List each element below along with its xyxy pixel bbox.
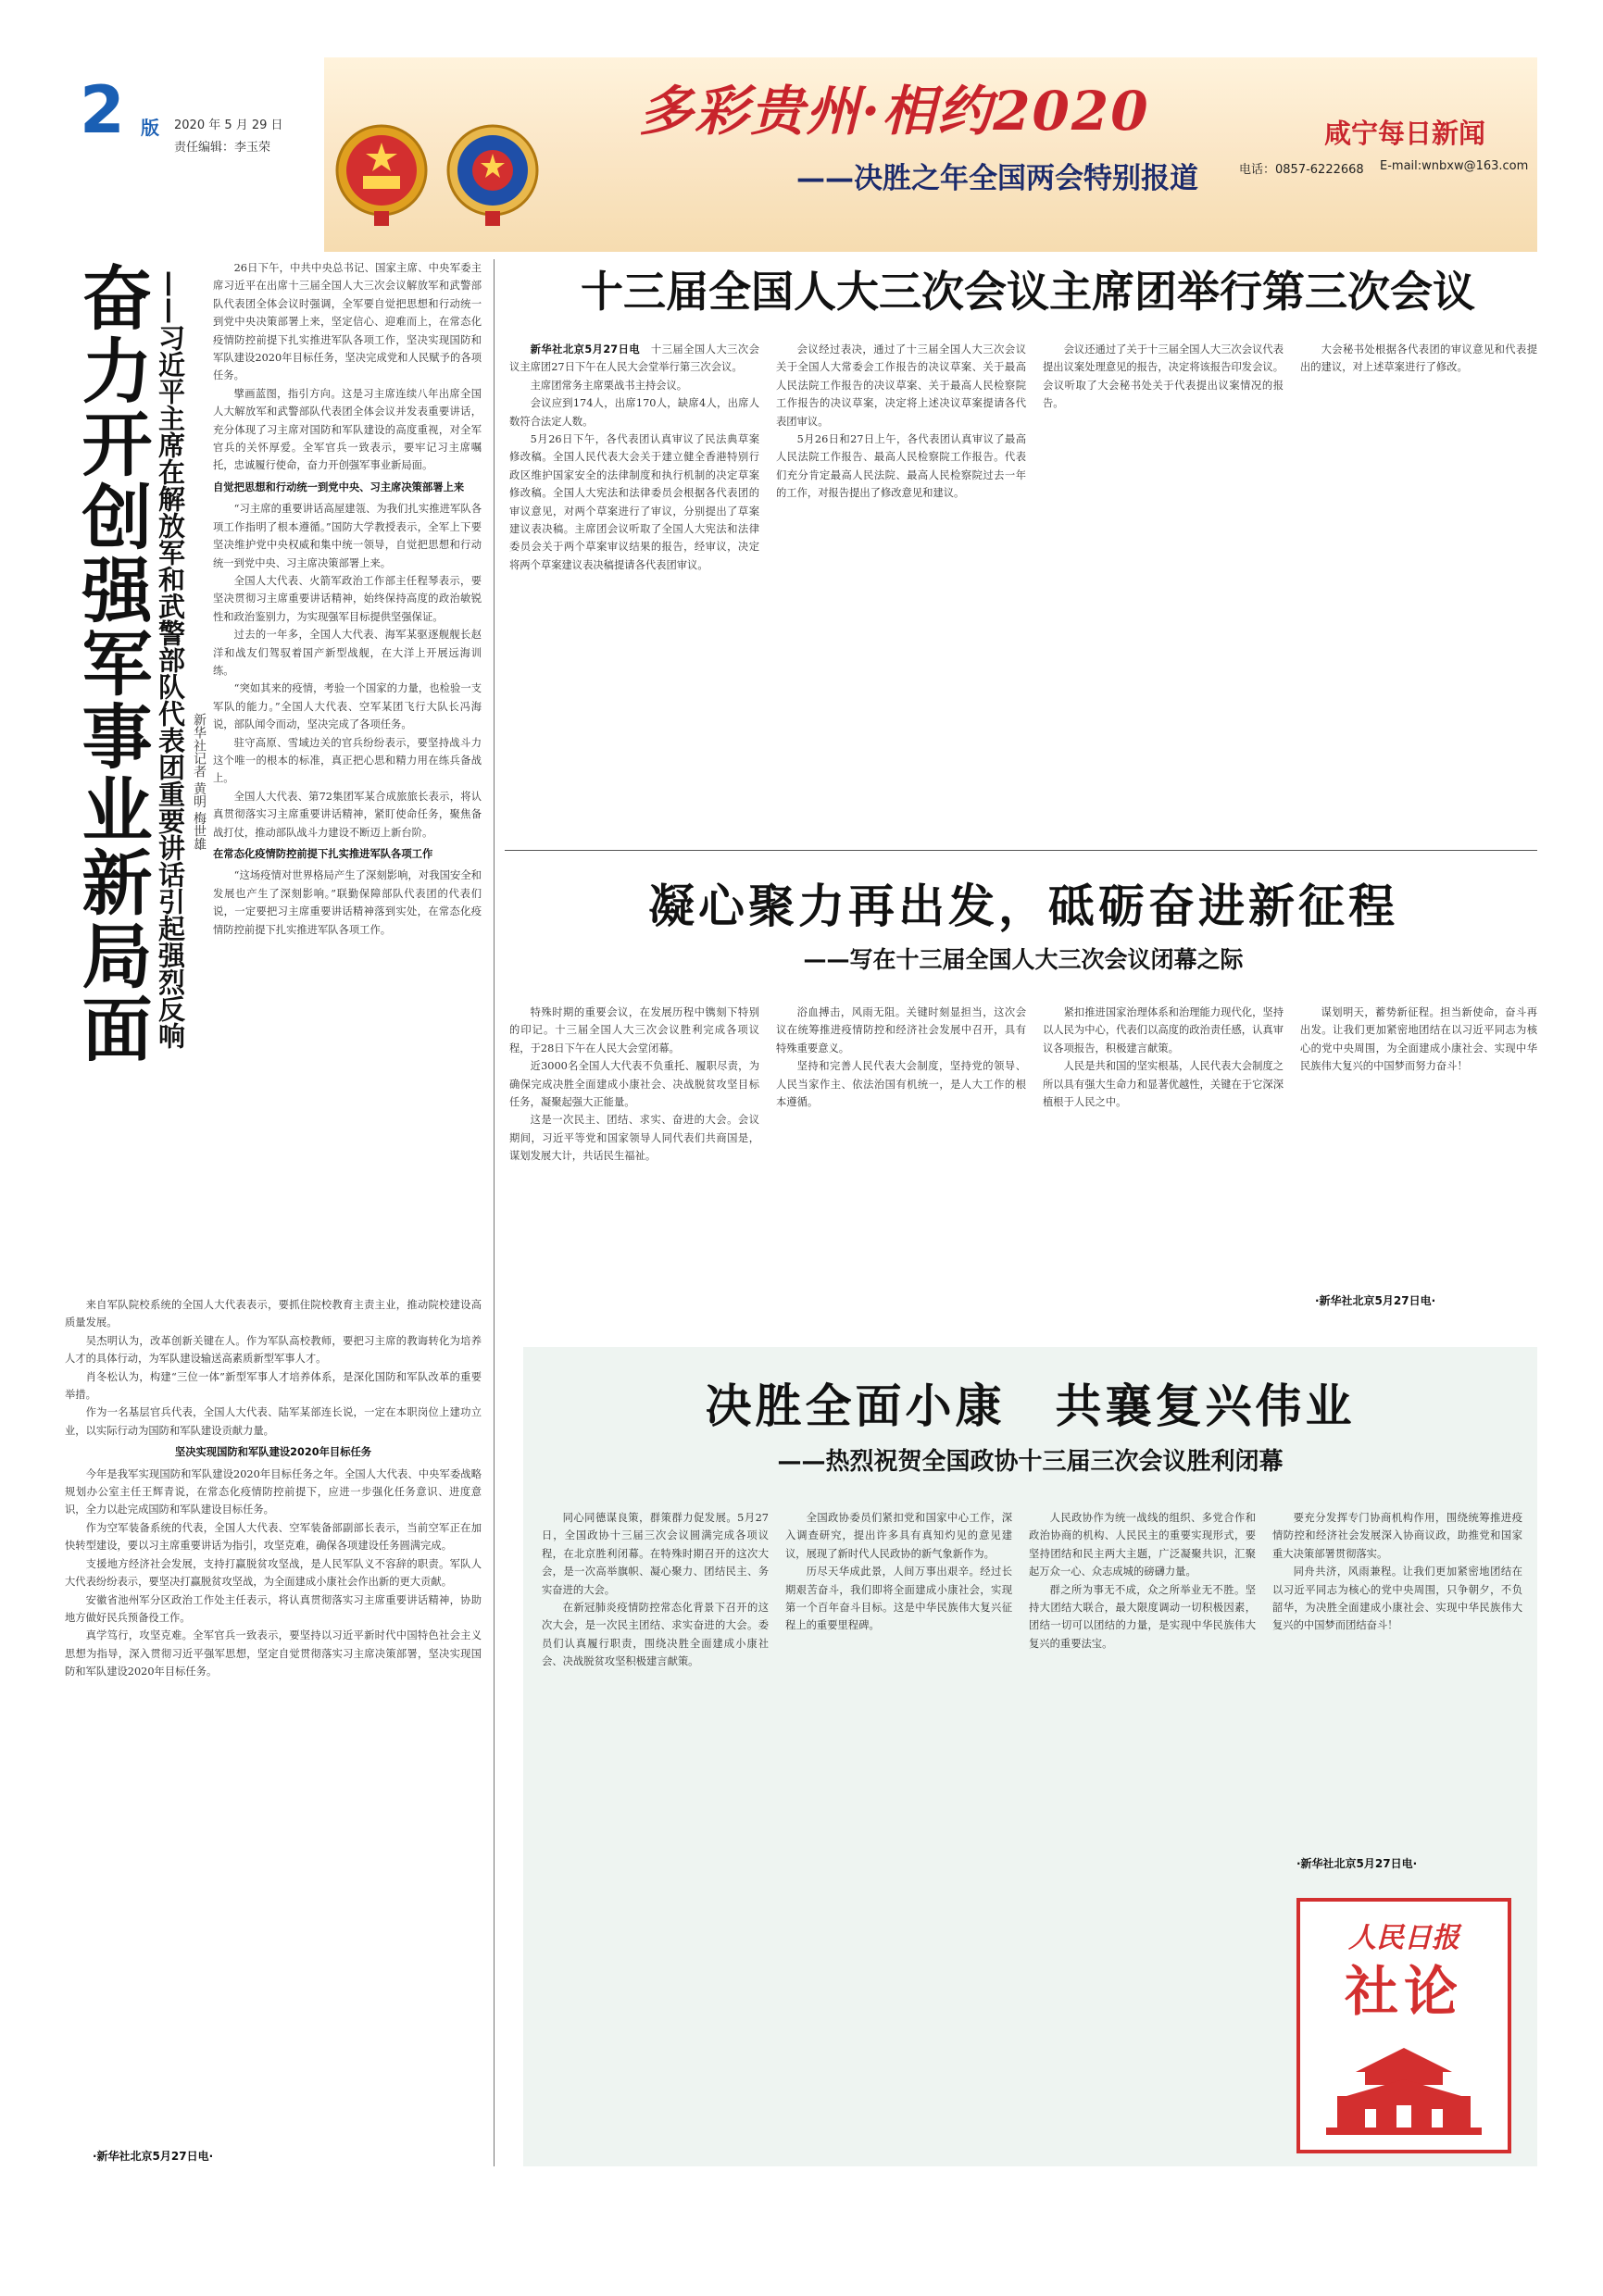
article1-paragraph: 今年是我军实现国防和军队建设2020年目标任务之年。全国人大代表、中央军委战略规划办公室主任王辉青说，在常态化疫情防控前提下，应进一步强化任务意识、进度意识，全力以赴完成国防和军队建设目标任务。 bbox=[65, 1467, 482, 1516]
article3-signature: ·新华社北京5月27日电· bbox=[1315, 1294, 1436, 1307]
article4-paragraph: 要充分发挥专门协商机构作用，围绕统筹推进疫情防控和经济社会发展深入协商议政，助推党和国家重大决策部署贯彻落实。 bbox=[1272, 1512, 1522, 1560]
article1-paragraph: 安徽省池州军分区政治工作处主任表示，将认真贯彻落实习主席重要讲话精神，协助地方做好民兵预备役工作。 bbox=[65, 1593, 482, 1624]
article1-column-upper bbox=[213, 259, 482, 1294]
article1-paragraph: 26日下午，中共中央总书记、国家主席、中央军委主席习近平在出席十三届全国人大三次会议解放军和武警部队代表团全体会议时强调，全军要自觉把思想和行动统一到党中央决策部署上来，坚定信心、迎难而上，在常态化疫情防控前提下扎实推进军队各项工作，坚决实现国防和军队建设2020年目标任务，坚决完成党和人民赋予的各项任务。 bbox=[213, 262, 482, 382]
article3-paragraph: 浴血搏击，风雨无阻。关键时刻显担当，这次会议在统筹推进疫情防控和经济社会发展中召开，具有特殊重要意义。 bbox=[776, 1006, 1026, 1054]
page-unit: 版 bbox=[141, 117, 159, 139]
article3-paragraph: 紧扣推进国家治理体系和治理能力现代化，坚持以人民为中心，代表们以高度的政治责任感，认真审议各项报告，积极建言献策。 bbox=[1043, 1006, 1284, 1054]
article3-paragraph: 近3000名全国人大代表不负重托、履职尽责，为确保完成决胜全面建成小康社会、决战脱贫攻坚目标任务，凝聚起强大正能量。 bbox=[509, 1060, 759, 1109]
article3-paragraph: 人民是共和国的坚实根基，人民代表大会制度之所以具有强大生命力和显著优越性，关键在于它深深植根于人民之中。 bbox=[1043, 1060, 1284, 1109]
paper-name: 咸宁每日新闻 bbox=[1324, 118, 1486, 149]
contact-email: E-mail:wnbxw@163.com bbox=[1380, 159, 1529, 173]
article2-column-3 bbox=[1043, 341, 1284, 831]
stamp-editorial-label: 社论 bbox=[1344, 1960, 1463, 2023]
article1-byline: 新华社记者 黄明 梅世雄 bbox=[192, 713, 207, 851]
article2-paragraph: 会议应到174人，出席170人，缺席4人，出席人数符合法定人数。 bbox=[509, 397, 759, 428]
article1-paragraph: “这场疫情对世界格局产生了深刻影响，对我国安全和发展也产生了深刻影响。”联勤保障部队代表团的代表们说，一定要把习主席重要讲话精神落到实处，在常态化疫情防控前提下扎实推进军队各项工作。 bbox=[213, 869, 482, 936]
page-number: 2 bbox=[80, 72, 125, 148]
section-divider bbox=[505, 850, 1537, 851]
article4-column-3 bbox=[1029, 1509, 1256, 2148]
article3-title: 凝心聚力再出发，砥砺奋进新征程 bbox=[648, 879, 1398, 933]
article1-paragraph: 吴杰明认为，改革创新关键在人。作为军队高校教师，要把习主席的教诲转化为培养人才的具体行动，为军队建设输送高素质新型军事人才。 bbox=[65, 1334, 482, 1366]
article3-paragraph: 谋划明天，蓄势新征程。担当新使命，奋斗再出发。让我们更加紧密地团结在以习近平同志为核心的党中央周围，为全面建成小康社会、实现中华民族伟大复兴的中国梦而努力奋斗！ bbox=[1300, 1006, 1537, 1073]
article1-subheading: 自觉把思想和行动统一到党中央、习主席决策部署上来 bbox=[213, 480, 465, 493]
stamp-publisher: 人民日报 bbox=[1348, 1922, 1459, 1954]
article2-column-2 bbox=[776, 341, 1026, 831]
cppcc-emblem-icon bbox=[445, 119, 541, 228]
article1-column-lower bbox=[65, 1296, 482, 2143]
article1-title: 奋力开创强军事业新局面 bbox=[70, 261, 153, 1066]
article4-title: 决胜全面小康 共襄复兴伟业 bbox=[705, 1379, 1356, 1433]
national-emblem-icon bbox=[333, 119, 430, 228]
article2-paragraph: 大会秘书处根据各代表团的审议意见和代表提出的建议，对上述草案进行了修改。 bbox=[1300, 343, 1537, 374]
article1-paragraph: 支援地方经济社会发展，支持打赢脱贫攻坚战，是人民军队义不容辞的职责。军队人大代表纷纷表示，要坚决打赢脱贫攻坚战，为全面建成小康社会作出新的更大贡献。 bbox=[65, 1557, 482, 1589]
article3-column-2 bbox=[776, 1004, 1026, 1318]
banner-title: 多彩贵州·相约2020 bbox=[639, 80, 1150, 143]
article4-paragraph: 同舟共济，风雨兼程。让我们更加紧密地团结在以习近平同志为核心的党中央周围，只争朝夕，不负韶华，为决胜全面建成小康社会、实现中华民族伟大复兴的中国梦而团结奋斗！ bbox=[1272, 1566, 1522, 1632]
masthead bbox=[65, 57, 1537, 252]
article4-paragraph: 全国政协委员们紧扣党和国家中心工作，深入调查研究，提出许多具有真知灼见的意见建议，展现了新时代人民政协的新气象新作为。 bbox=[785, 1512, 1012, 1560]
banner-subtitle: ——决胜之年全国两会特别报道 bbox=[796, 162, 1198, 195]
article1-paragraph: 全国人大代表、火箭军政治工作部主任程琴表示，要坚决贯彻习主席重要讲话精神，始终保持高度的政治敏锐性和政治鉴别力，为实现强军目标提供坚强保证。 bbox=[213, 574, 482, 623]
article2-paragraph: 5月26日和27日上午，各代表团认真审议了最高人民法院工作报告、最高人民检察院工作报告。代表们充分肯定最高人民法院、最高人民检察院过去一年的工作，对报告提出了修改意见和建议。 bbox=[776, 433, 1026, 500]
article4-column-2 bbox=[785, 1509, 1012, 2148]
article4-subtitle: ——热烈祝贺全国政协十三届三次会议胜利闭幕 bbox=[777, 1448, 1284, 1476]
article3-subtitle: ——写在十三届全国人大三次会议闭幕之际 bbox=[803, 946, 1244, 973]
article1-paragraph: 全国人大代表、第72集团军某合成旅旅长表示，将认真贯彻落实习主席重要讲话精神，紧盯使命任务，聚焦备战打仗，推动部队战斗力建设不断迈上新台阶。 bbox=[213, 790, 482, 839]
article1-subheading: 坚决实现国防和军队建设2020年目标任务 bbox=[174, 1446, 372, 1459]
editor-credit: 责任编辑：李玉荣 bbox=[174, 141, 271, 155]
article1-signature: ·新华社北京5月27日电· bbox=[93, 2150, 214, 2163]
article3-paragraph: 坚持和完善人民代表大会制度，坚持党的领导、人民当家作主、依法治国有机统一，是人大工作的根本遵循。 bbox=[776, 1060, 1026, 1109]
article1-paragraph: 来自军队院校系统的全国人大代表表示，要抓住院校教育主责主业，推动院校建设高质量发展。 bbox=[65, 1299, 482, 1329]
article3-column-4 bbox=[1300, 1004, 1537, 1281]
article3-column-3 bbox=[1043, 1004, 1284, 1318]
article1-paragraph: “突如其来的疫情，考验一个国家的力量，也检验一支军队的能力。”全国人大代表、空军某团飞行大队长冯海说，部队闻令而动，坚决完成了各项任务。 bbox=[213, 682, 482, 731]
article4-paragraph: 历尽天华成此景，人间万事出艰辛。经过长期艰苦奋斗，我们即将全面建成小康社会，实现第一个百年奋斗目标。这是中华民族伟大复兴征程上的重要里程碑。 bbox=[785, 1566, 1012, 1632]
editorial-stamp bbox=[1296, 1898, 1511, 2153]
article2-column-4 bbox=[1300, 341, 1537, 831]
tiananmen-icon bbox=[1319, 2040, 1489, 2137]
article3-paragraph: 特殊时期的重要会议，在发展历程中镌刻下特别的印记。十三届全国人大三次会议胜利完成各项议程，于28日下午在人民大会堂闭幕。 bbox=[509, 1006, 759, 1054]
article4-paragraph: 在新冠肺炎疫情防控常态化背景下召开的这次大会，是一次民主团结、求实奋进的大会。委员们认真履行职责，围绕决胜全面建成小康社会、决战脱贫攻坚积极建言献策。 bbox=[542, 1602, 769, 1668]
article1-paragraph: 擘画蓝图，指引方向。这是习主席连续八年出席全国人大解放军和武警部队代表团全体会议并发表重要讲话，充分体现了习主席对国防和军队建设的高度重视，对全军官兵的关怀厚爱。全军官兵一致表示，要牢记习主席嘱托，忠诚履行使命，奋力开创强军事业新局面。 bbox=[213, 387, 482, 472]
article2-paragraph: 十三届全国人大三次会议主席团27日下午在人民大会堂举行第三次会议。 bbox=[509, 343, 759, 374]
article2-paragraph: 会议还通过了关于十三届全国人大三次会议代表提出议案处理意见的报告，决定将该报告印发会议。会议听取了大会秘书处关于代表提出议案情况的报告。 bbox=[1043, 343, 1284, 410]
article1-paragraph: 过去的一年多，全国人大代表、海军某驱逐舰舰长赵洋和战友们驾驭着国产新型战舰，在大洋上开展远海训练。 bbox=[213, 629, 482, 677]
article1-paragraph: “习主席的重要讲话高屋建瓴、为我们扎实推进军队各项工作指明了根本遵循。”国防大学教授表示，全军上下要坚决维护党中央权威和集中统一领导，自觉把思想和行动统一到党中央、习主席决策部署上来。 bbox=[213, 503, 482, 569]
column-divider bbox=[494, 259, 495, 2166]
article1-paragraph: 作为一名基层官兵代表，全国人大代表、陆军某部连长说，一定在本职岗位上建功立业，以实际行动为国防和军队建设贡献力量。 bbox=[65, 1406, 482, 1437]
issue-date: 2020 年 5 月 29 日 bbox=[174, 119, 283, 132]
article3-paragraph: 这是一次民主、团结、求实、奋进的大会。会议期间，习近平等党和国家领导人同代表们共商国是，谋划发展大计，共话民生福祉。 bbox=[509, 1114, 759, 1163]
article2-paragraph: 主席团常务主席栗战书主持会议。 bbox=[530, 379, 688, 392]
article1-subtitle: ——习近平主席在解放军和武警部队代表团重要讲话引起强烈反响 bbox=[155, 270, 186, 1049]
article1-paragraph: 作为空军装备系统的代表，全国人大代表、空军装备部副部长表示，当前空军正在加快转型建设，要以习主席重要讲话为指引，攻坚克难，确保各项建设任务圆满完成。 bbox=[65, 1521, 482, 1553]
contact-phone: 电话：0857-6222668 bbox=[1239, 163, 1364, 177]
article4-paragraph: 人民政协作为统一战线的组织、多党合作和政治协商的机构、人民民主的重要实现形式，要坚持团结和民主两大主题，广泛凝聚共识，汇聚起万众一心、众志成城的磅礴力量。 bbox=[1029, 1512, 1256, 1578]
article1-subheading: 在常态化疫情防控前提下扎实推进军队各项工作 bbox=[213, 848, 433, 860]
article4-paragraph: 群之所为事无不成，众之所举业无不胜。坚持大团结大联合，最大限度调动一切积极因素，团结一切可以团结的力量，是实现中华民族伟大复兴的重要法宝。 bbox=[1029, 1583, 1256, 1650]
article2-paragraph: 会议经过表决，通过了十三届全国人大三次会议关于全国人大常委会工作报告的决议草案、关于最高人民法院工作报告的决议草案、关于最高人民检察院工作报告的决议草案，决定将上述决议草案提请各代表团审议。 bbox=[776, 343, 1026, 428]
article2-dateline: 新华社北京5月27日电 bbox=[530, 343, 641, 356]
article3-column-1 bbox=[509, 1004, 759, 1318]
article1-paragraph: 肖冬松认为，构建“三位一体”新型军事人才培养体系，是深化国防和军队改革的重要举措。 bbox=[65, 1370, 482, 1402]
article2-title: 十三届全国人大三次会议主席团举行第三次会议 bbox=[581, 267, 1475, 317]
article1-paragraph: 真学笃行，攻坚克难。全军官兵一致表示，要坚持以习近平新时代中国特色社会主义思想为指导，深入贯彻习近平强军思想，坚定自觉贯彻落实习主席决策部署，坚决实现国防和军队建设2020年目标任务。 bbox=[65, 1629, 482, 1678]
article2-column-1 bbox=[509, 341, 759, 831]
article4-column-1 bbox=[542, 1509, 769, 2148]
article2-paragraph: 5月26日下午，各代表团认真审议了民法典草案修改稿。全国人民代表大会关于建立健全香港特别行政区维护国家安全的法律制度和执行机制的决定草案修改稿。全国人大宪法和法律委员会根据各代表团的审议意见，对两个草案进行了审议，分别提出了草案建议表决稿。主席团会议听取了全国人大宪法和法律委员会关于两个草案审议结果的报告，经审议，决定将两个草案建议表决稿提请各代表团审议。 bbox=[509, 433, 759, 571]
article4-paragraph: 同心同德谋良策，群策群力促发展。5月27日，全国政协十三届三次会议圆满完成各项议程，在北京胜利闭幕。在特殊时期召开的这次大会，是一次高举旗帜、凝心聚力、团结民主、务实奋进的大会。 bbox=[542, 1512, 769, 1596]
article4-column-4 bbox=[1272, 1509, 1522, 1852]
article4-signature: ·新华社北京5月27日电· bbox=[1296, 1857, 1418, 1870]
article1-paragraph: 驻守高原、雪域边关的官兵纷纷表示，要坚持战斗力这个唯一的根本的标准，真正把心思和精力用在练兵备战上。 bbox=[213, 736, 482, 785]
